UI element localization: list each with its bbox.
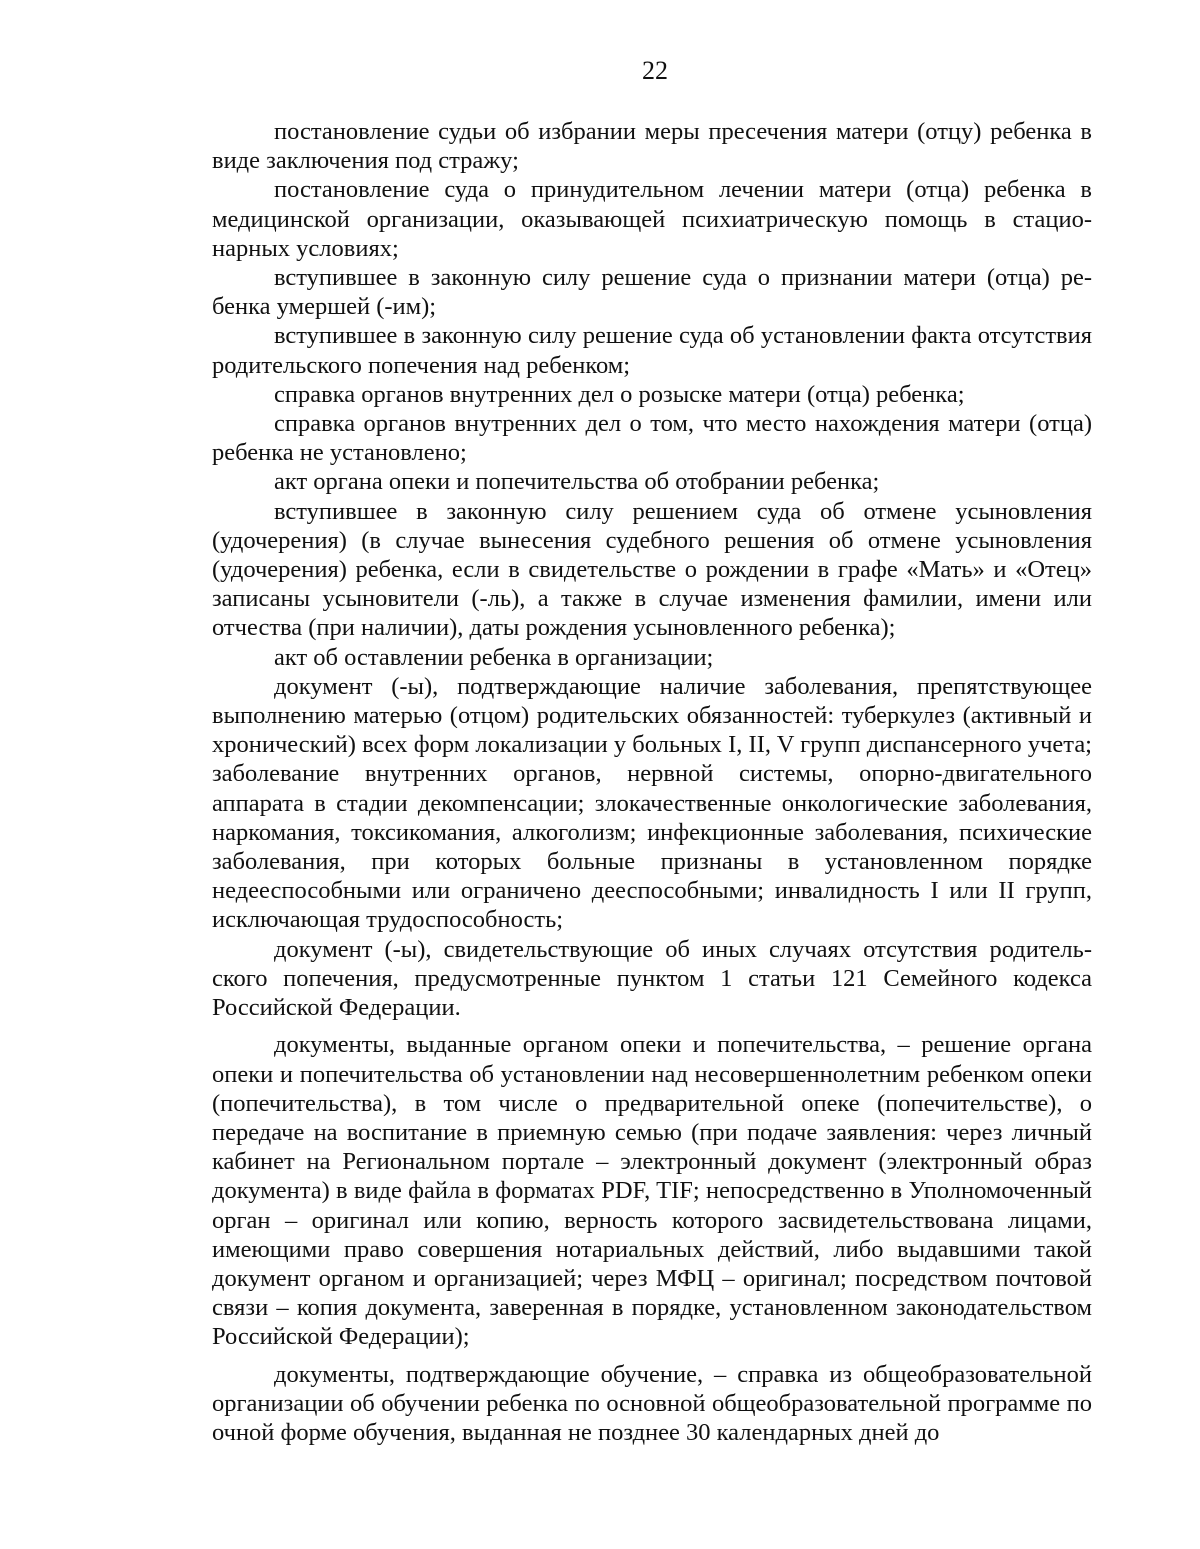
paragraph: вступившее в законную силу решением суда об отмене усыновления (удочерения) (в случае вынесения судебного решения об отмене усыновления (удочерения) ребенка, если в свидетельстве о рождении в графе «Мать» и «Отец» записаны усыновители (-ль), а также в случае изменения фамилии, имени или отчества (при наличии), даты рождения усыновленного ребенка); bbox=[212, 497, 1092, 642]
paragraph: постановление судьи об избрании меры пресечения матери (отцу) ребенка в виде заключения под стражу; bbox=[212, 118, 1092, 175]
paragraph: документы, подтверждающие обучение, – справка из общеобразовательной организации об обучении ребенка по основной общеобразовательной программе по очной форме обучения, выданная не позднее 30 календарных дней до bbox=[212, 1360, 1092, 1446]
paragraph: постановление суда о принудительном лечении матери (отца) ребенка в медицинской организации, оказывающей психиатрическую помощь в стационарных условиях; bbox=[212, 176, 1092, 262]
page-number: 22 bbox=[642, 56, 668, 85]
paragraph: документ (-ы), подтверждающие наличие заболевания, препятствующее выполнению матерью (отцом) родительских обязанностей: туберкулез (активный и хронический) всех форм локализации у больных I, II, V групп диспансерного учета; заболевание внутренних органов, нервной системы, опорно-двигательного аппарата в стадии декомпенсации; злокачественные онкологические заболевания, наркомания, токсикомания, алкоголизм; инфекционные заболевания, психические заболевания, при которых больные признаны в установленном порядке недееспособными или ограничено дееспособными; инвалидность I или II групп, исключающая трудоспособность; bbox=[212, 672, 1092, 934]
paragraph: документ (-ы), свидетельствующие об иных случаях отсутствия родительского попечения, предусмотренные пунктом 1 статьи 121 Семейного кодекса Российской Федерации. bbox=[212, 935, 1092, 1022]
paragraph: вступившее в законную силу решение суда об установлении факта отсутствия родительского попечения над ребенком; bbox=[212, 322, 1092, 379]
paragraph: справка органов внутренних дел о том, что место нахождения матери (отца) ребенка не установлено; bbox=[212, 410, 1092, 467]
document-body bbox=[212, 117, 1092, 1447]
paragraph: вступившее в законную силу решение суда о признании матери (отца) ребенка умершей (-им); bbox=[212, 264, 1092, 321]
paragraph: справка органов внутренних дел о розыске матери (отца) ребенка; bbox=[274, 380, 965, 408]
paragraph: акт об оставлении ребенка в организации; bbox=[274, 643, 714, 671]
paragraph: документы, выданные органом опеки и попечительства, – решение органа опеки и попечительства об установлении над несовершеннолетним ребенком опеки (попечительства), в том числе о предварительной опеке (попечительстве), о передаче на воспитание в приемную семью (при подаче заявления: через личный кабинет на Региональном портале – электронный документ (электронный образ документа) в виде файла в форматах PDF, TIF; непосредственно в Уполномоченный орган – оригинал или копию, верность которого засвидетельствована лицами, имеющими право совершения нотариальных действий, либо выдавшими такой документ органом и организацией; через МФЦ – оригинал; посредством почтовой связи – копия документа, заверенная в порядке, установленном законодательством Российской Федерации); bbox=[212, 1031, 1092, 1351]
paragraph: акт органа опеки и попечительства об отобрании ребенка; bbox=[274, 468, 880, 496]
